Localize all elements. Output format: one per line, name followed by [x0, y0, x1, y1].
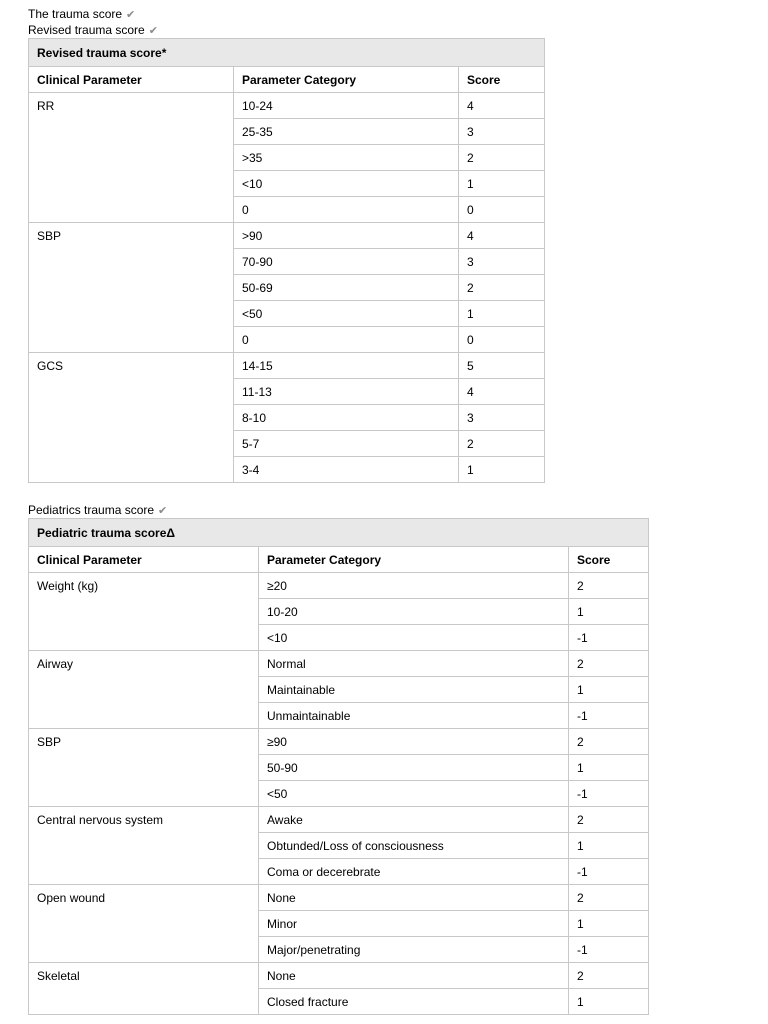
pts-body: [29, 519, 649, 1015]
table-caption: Pediatric trauma scoreΔ: [29, 519, 649, 547]
score-cell: 1: [569, 599, 649, 625]
parameter-category-cell: Maintainable: [259, 677, 569, 703]
score-cell: 2: [569, 729, 649, 755]
table-row: [29, 963, 649, 989]
score-cell: 1: [569, 833, 649, 859]
score-cell: 1: [569, 911, 649, 937]
table-header-row: [29, 67, 545, 93]
column-header: Clinical Parameter: [29, 67, 234, 93]
table-row: [29, 729, 649, 755]
table-row: [29, 573, 649, 599]
parameter-category-cell: 0: [234, 197, 459, 223]
parameter-category-cell: 3-4: [234, 457, 459, 483]
parameter-category-cell: <10: [234, 171, 459, 197]
score-cell: 3: [459, 119, 545, 145]
score-cell: -1: [569, 703, 649, 729]
score-cell: 2: [569, 963, 649, 989]
table-row: [29, 353, 545, 379]
table-row: [29, 93, 545, 119]
parameter-category-cell: ≥20: [259, 573, 569, 599]
table-row: [29, 885, 649, 911]
parameter-category-cell: 25-35: [234, 119, 459, 145]
score-cell: 1: [569, 989, 649, 1015]
score-cell: 1: [569, 755, 649, 781]
clinical-parameter-cell: Central nervous system: [29, 807, 259, 885]
parameter-category-cell: >90: [234, 223, 459, 249]
pediatrics-trauma-score-title: Pediatrics trauma score: [28, 503, 155, 517]
score-cell: -1: [569, 781, 649, 807]
parameter-category-cell: <10: [259, 625, 569, 651]
table-caption: Revised trauma score*: [29, 39, 545, 67]
column-header: Parameter Category: [259, 547, 569, 573]
score-cell: 1: [459, 171, 545, 197]
parameter-category-cell: 5-7: [234, 431, 459, 457]
score-cell: 0: [459, 327, 545, 353]
revised-trauma-score-table: [28, 38, 545, 483]
parameter-category-cell: <50: [234, 301, 459, 327]
score-cell: 3: [459, 405, 545, 431]
score-cell: 4: [459, 223, 545, 249]
table-row: [29, 223, 545, 249]
parameter-category-cell: ≥90: [259, 729, 569, 755]
score-cell: 2: [459, 431, 545, 457]
parameter-category-cell: Normal: [259, 651, 569, 677]
score-cell: 2: [569, 573, 649, 599]
parameter-category-cell: Closed fracture: [259, 989, 569, 1015]
column-header: Score: [459, 67, 545, 93]
check-icon[interactable]: ✔: [148, 25, 158, 37]
clinical-parameter-cell: Open wound: [29, 885, 259, 963]
table-caption-row: [29, 39, 545, 67]
parameter-category-cell: 10-24: [234, 93, 459, 119]
parameter-category-cell: Major/penetrating: [259, 937, 569, 963]
clinical-parameter-cell: SBP: [29, 223, 234, 353]
score-cell: -1: [569, 625, 649, 651]
parameter-category-cell: 50-69: [234, 275, 459, 301]
clinical-parameter-cell: Weight (kg): [29, 573, 259, 651]
score-cell: 5: [459, 353, 545, 379]
parameter-category-cell: Obtunded/Loss of consciousness: [259, 833, 569, 859]
score-cell: 2: [569, 651, 649, 677]
parameter-category-cell: Awake: [259, 807, 569, 833]
column-header: Score: [569, 547, 649, 573]
table-row: [29, 651, 649, 677]
check-icon[interactable]: ✔: [158, 505, 168, 517]
revised-trauma-score-heading: [28, 22, 158, 39]
trauma-score-title: The trauma score: [28, 7, 123, 21]
clinical-parameter-cell: Skeletal: [29, 963, 259, 1015]
score-cell: 4: [459, 93, 545, 119]
parameter-category-cell: >35: [234, 145, 459, 171]
parameter-category-cell: 11-13: [234, 379, 459, 405]
table-header-row: [29, 547, 649, 573]
column-header: Parameter Category: [234, 67, 459, 93]
score-cell: 0: [459, 197, 545, 223]
rts-body: [29, 39, 545, 483]
table-caption-row: [29, 519, 649, 547]
parameter-category-cell: 0: [234, 327, 459, 353]
score-cell: 1: [459, 301, 545, 327]
score-cell: 2: [569, 807, 649, 833]
parameter-category-cell: None: [259, 885, 569, 911]
clinical-parameter-cell: RR: [29, 93, 234, 223]
parameter-category-cell: 70-90: [234, 249, 459, 275]
parameter-category-cell: <50: [259, 781, 569, 807]
parameter-category-cell: Minor: [259, 911, 569, 937]
revised-trauma-score-title: Revised trauma score: [28, 23, 145, 37]
score-cell: 2: [569, 885, 649, 911]
score-cell: 2: [459, 275, 545, 301]
pediatric-trauma-score-table: [28, 518, 649, 1015]
clinical-parameter-cell: Airway: [29, 651, 259, 729]
parameter-category-cell: Coma or decerebrate: [259, 859, 569, 885]
pediatrics-trauma-score-heading: [28, 502, 167, 519]
score-cell: 2: [459, 145, 545, 171]
parameter-category-cell: 14-15: [234, 353, 459, 379]
score-cell: -1: [569, 937, 649, 963]
score-cell: 4: [459, 379, 545, 405]
column-header: Clinical Parameter: [29, 547, 259, 573]
trauma-score-heading: [28, 6, 135, 23]
parameter-category-cell: None: [259, 963, 569, 989]
score-cell: -1: [569, 859, 649, 885]
score-cell: 1: [459, 457, 545, 483]
table-row: [29, 807, 649, 833]
parameter-category-cell: 10-20: [259, 599, 569, 625]
parameter-category-cell: 8-10: [234, 405, 459, 431]
parameter-category-cell: 50-90: [259, 755, 569, 781]
clinical-parameter-cell: GCS: [29, 353, 234, 483]
score-cell: 1: [569, 677, 649, 703]
check-icon[interactable]: ✔: [126, 9, 136, 21]
score-cell: 3: [459, 249, 545, 275]
parameter-category-cell: Unmaintainable: [259, 703, 569, 729]
clinical-parameter-cell: SBP: [29, 729, 259, 807]
